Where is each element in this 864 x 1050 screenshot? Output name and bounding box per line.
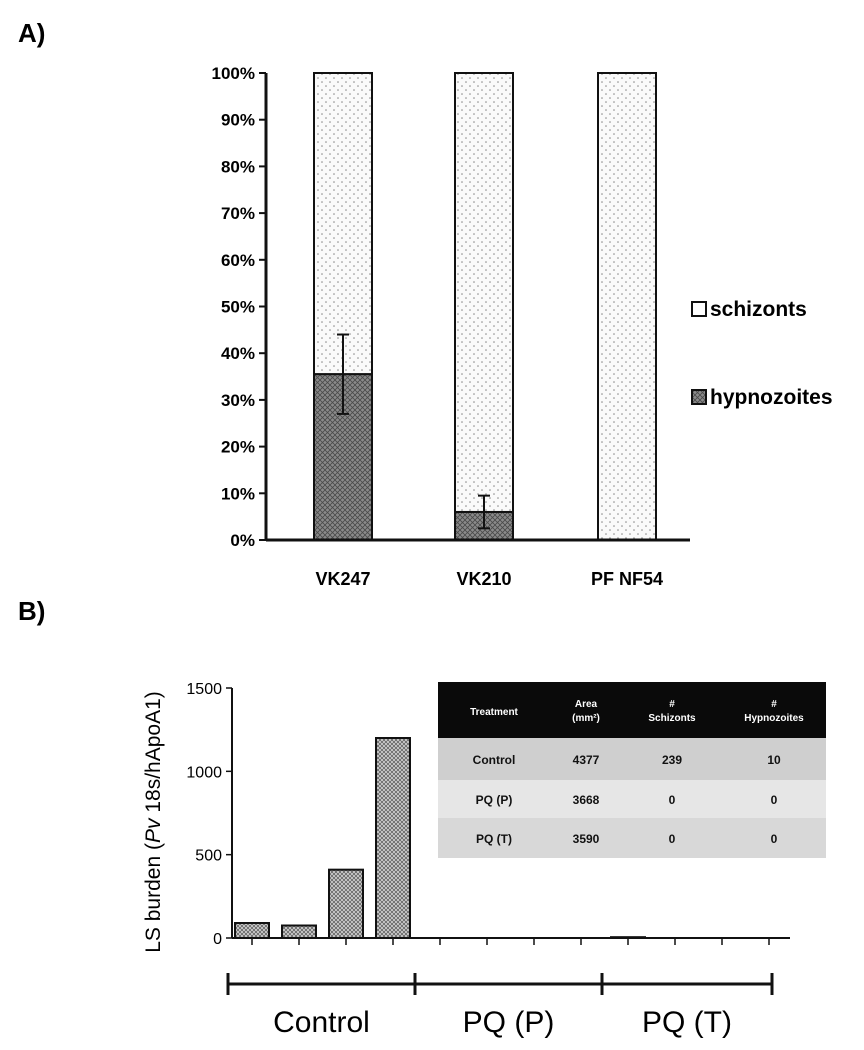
y-tick-label: 1000 xyxy=(186,764,222,782)
bar-schizonts xyxy=(314,73,372,374)
table-header-cell: Hypnozoites xyxy=(744,713,804,724)
y-tick-label: 80% xyxy=(220,157,255,177)
y-tick-label: 50% xyxy=(220,297,255,317)
group-label: Control xyxy=(273,1006,370,1039)
y-tick-label: 0% xyxy=(230,531,255,550)
y-tick-label: 40% xyxy=(220,344,255,364)
inset-table xyxy=(438,682,826,858)
y-tick-label: 70% xyxy=(220,204,255,224)
y-tick-label: 0 xyxy=(213,931,222,948)
legend-a xyxy=(692,298,833,409)
legend-swatch-hypnozoites xyxy=(692,390,706,404)
table-header-cell: # xyxy=(771,699,777,710)
panel-a-label: A) xyxy=(18,18,46,48)
table-cell: 0 xyxy=(668,832,676,846)
table-header-cell: # xyxy=(669,699,675,710)
bar-schizonts xyxy=(598,73,656,540)
table-cell: 0 xyxy=(770,793,778,807)
y-tick-label: 100% xyxy=(211,64,255,83)
y-tick-label: 60% xyxy=(220,250,255,270)
table-cell: PQ (T) xyxy=(476,832,512,846)
table-cell: 0 xyxy=(770,832,778,846)
bar-schizonts xyxy=(455,73,513,512)
table-cell: PQ (P) xyxy=(475,793,513,807)
table-cell: 3668 xyxy=(572,793,600,807)
bar xyxy=(376,738,410,938)
table-cell: 10 xyxy=(767,753,781,767)
y-tick-label: 20% xyxy=(220,437,255,457)
bar xyxy=(329,870,363,938)
group-label: PQ (T) xyxy=(642,1006,732,1039)
table-header-cell: (mm²) xyxy=(572,713,600,724)
panel-b-label: B) xyxy=(18,596,46,626)
table-cell: 4377 xyxy=(572,753,600,767)
table-header-cell: Treatment xyxy=(470,707,518,718)
group-label: PQ (P) xyxy=(462,1006,555,1039)
table-cell: 0 xyxy=(668,793,676,807)
legend-swatch-schizonts xyxy=(692,302,706,316)
table-header-cell: Area xyxy=(574,699,598,710)
bar xyxy=(235,923,269,938)
x-category-label: VK210 xyxy=(456,569,512,589)
legend-label-schizonts: schizonts xyxy=(710,298,807,321)
table-cell: 3590 xyxy=(572,832,600,846)
chart-a xyxy=(212,64,690,589)
legend-label-hypnozoites: hypnozoites xyxy=(710,386,833,409)
bar xyxy=(282,926,316,939)
table-cell: Control xyxy=(472,753,516,767)
y-axis-label: LS burden (Pv 18s/hApoA1) xyxy=(142,691,165,953)
x-category-label: VK247 xyxy=(315,569,371,589)
y-tick-label: 30% xyxy=(220,390,255,410)
table-cell: 239 xyxy=(661,753,683,767)
x-category-label: PF NF54 xyxy=(590,569,664,589)
table-header-cell: Schizonts xyxy=(648,713,696,724)
y-tick-label: 90% xyxy=(220,110,255,130)
y-tick-label: 1500 xyxy=(186,681,222,698)
y-tick-label: 10% xyxy=(220,484,255,504)
y-tick-label: 500 xyxy=(195,847,222,865)
